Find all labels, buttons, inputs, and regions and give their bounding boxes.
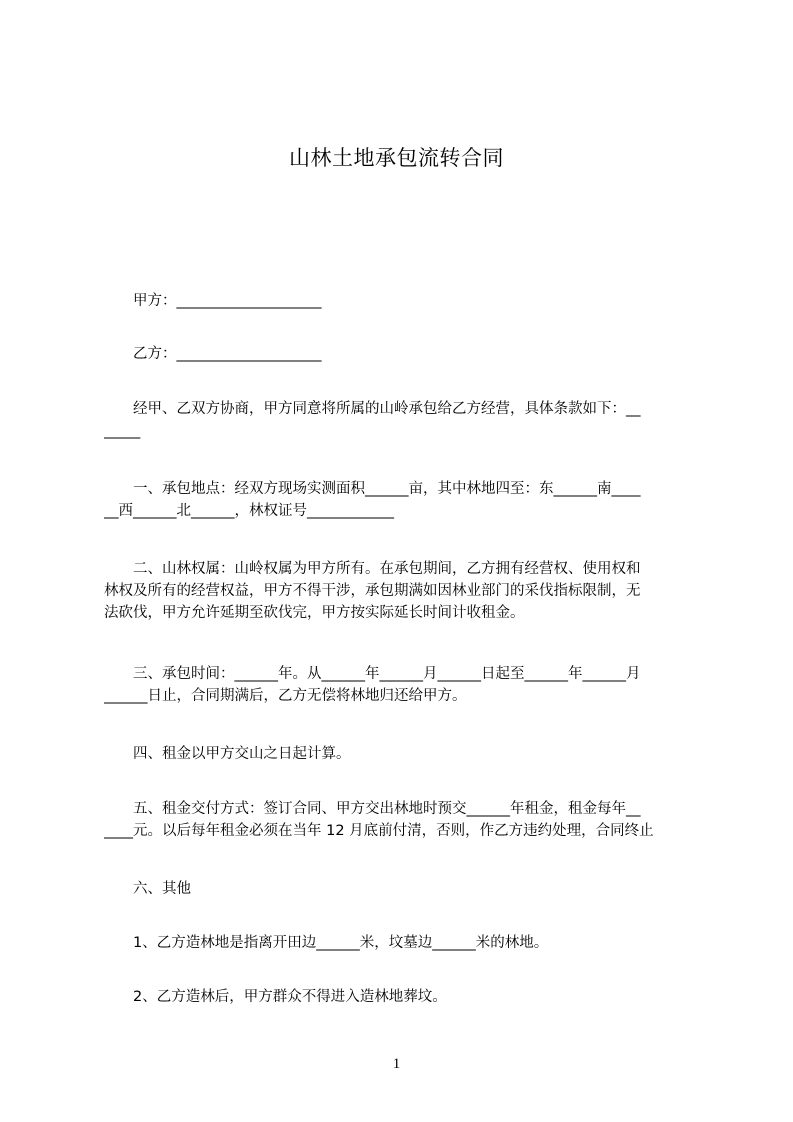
party-a-line: 甲方：____________________	[104, 293, 322, 309]
clause-3-line-2: ______日止，合同期满后，乙方无偿将林地归还给甲方。	[104, 688, 467, 704]
clause-6-item-2: 2、乙方造林后，甲方群众不得进入造林地葬坟。	[104, 989, 447, 1005]
party-b-line: 乙方：____________________	[104, 346, 322, 362]
clause-1-location	[104, 478, 700, 522]
clause-3-term	[104, 663, 700, 707]
intro-line-2: _____	[104, 423, 141, 439]
intro-paragraph	[104, 398, 700, 442]
document-title: 山林土地承包流转合同	[289, 146, 504, 170]
clause-2-line-1: 二、山林权属：山岭权属为甲方所有。在承包期间，乙方拥有经营权、使用权和	[104, 561, 641, 577]
clause-6-item-1: 1、乙方造林地是指离开田边______米，坟墓边______米的林地。	[104, 935, 549, 951]
page-number: 1	[392, 1056, 401, 1072]
clause-5-line-1: 五、租金交付方式：签订合同、甲方交出林地时预交______年租金，租金每年__	[104, 801, 641, 817]
clause-5-payment	[104, 798, 700, 842]
clause-1-line-1: 一、承包地点：经双方现场实测面积______亩，其中林地四至：东______南____	[104, 481, 641, 497]
clause-4-rent-start: 四、租金以甲方交山之日起计算。	[104, 746, 351, 762]
clause-5-line-2: ____元。以后每年租金必须在当年 12 月底前付清，否则，作乙方违约处理，合同终止	[104, 823, 654, 839]
clause-3-line-1: 三、承包时间：______年。从______年______月______日起至______年______月	[104, 666, 641, 682]
clause-6-other: 六、其他	[104, 881, 191, 897]
clause-2-line-3: 法砍伐，甲方允许延期至砍伐完，甲方按实际延长时间计收租金。	[104, 605, 525, 621]
clause-2-ownership	[104, 558, 700, 624]
intro-line-1: 经甲、乙双方协商，甲方同意将所属的山岭承包给乙方经营，具体条款如下：__	[104, 401, 641, 417]
clause-1-line-2: __西______北______，林权证号____________	[104, 503, 394, 519]
clause-2-line-2: 林权及所有的经营权益，甲方不得干涉，承包期满如因林业部门的采伐指标限制，无	[104, 583, 641, 599]
